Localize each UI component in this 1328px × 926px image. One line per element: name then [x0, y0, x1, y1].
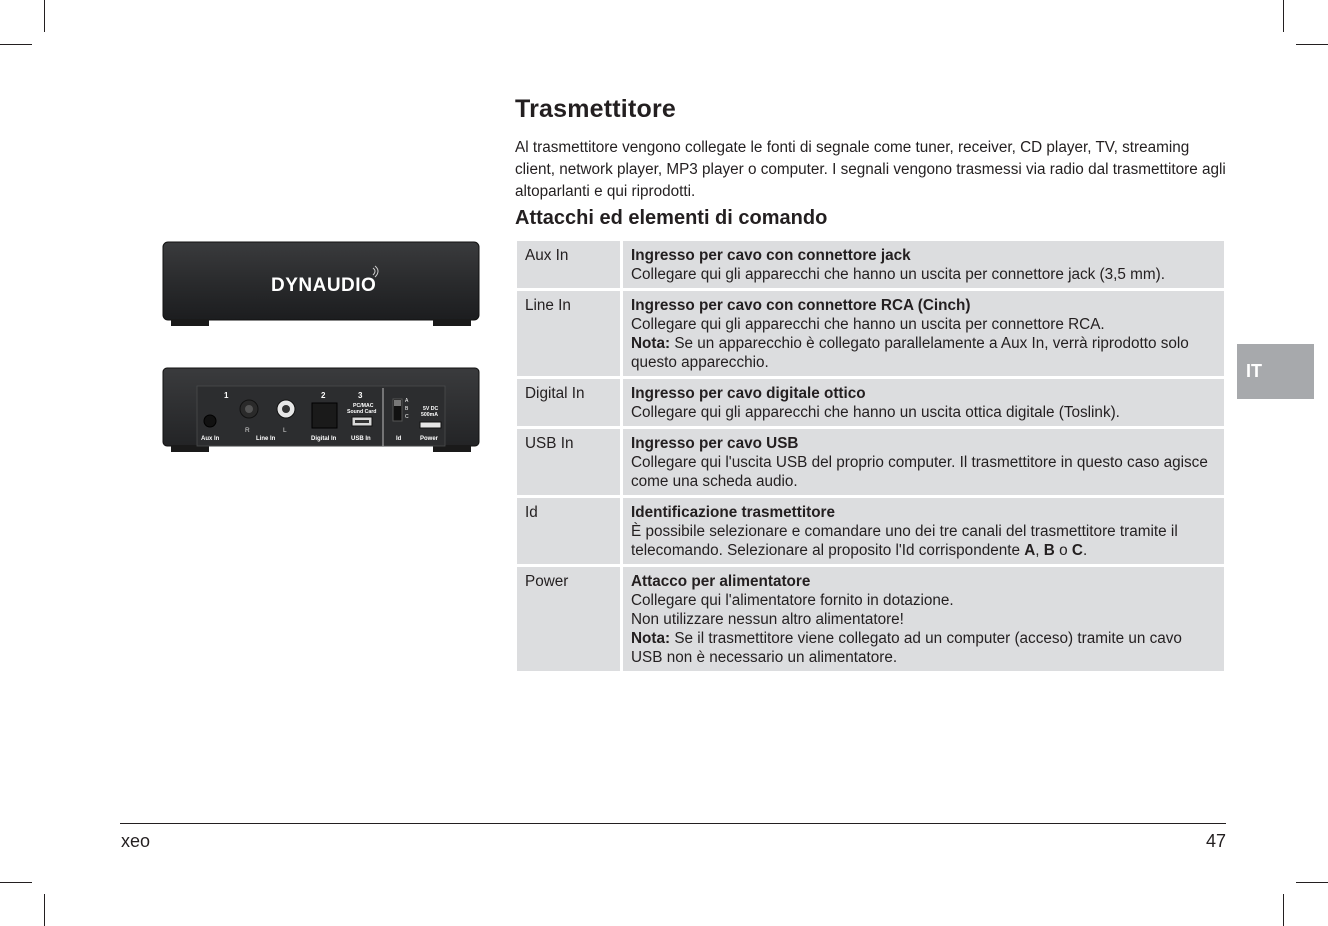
- row-text: Collegare qui gli apparecchi che hanno un uscita ottica digitale (Toslink).: [631, 404, 1120, 421]
- table-row: [517, 379, 1224, 429]
- row-description: [623, 567, 1224, 674]
- crop-mark: [0, 44, 32, 45]
- note-label: Nota:: [631, 630, 671, 647]
- row-name: Line In: [517, 291, 623, 379]
- power-caption-1: 5V DC: [423, 406, 439, 412]
- crop-mark: [1283, 0, 1284, 32]
- crop-mark: [44, 0, 45, 32]
- table-row: [517, 567, 1224, 674]
- row-heading: Attacco per alimentatore: [631, 573, 811, 590]
- separator-text: o: [1054, 542, 1072, 559]
- note-label: Nota:: [631, 335, 671, 352]
- port-label-usb-in: USB In: [351, 436, 371, 442]
- usb-caption-2: Sound Card: [347, 409, 377, 415]
- connections-table: [517, 241, 1224, 674]
- row-name: USB In: [517, 429, 623, 498]
- row-heading: Ingresso per cavo digitale ottico: [631, 385, 866, 402]
- row-description: [623, 429, 1224, 498]
- table-row: [517, 429, 1224, 498]
- intro-paragraph: Al trasmettitore vengono collegate le fonti di segnale come tuner, receiver, CD player, TV, streaming client, network player, MP3 player o computer. I segnali vengono trasmessi via radio dal trasmettitore agli altoparlanti e qui riprodotti.: [515, 139, 1226, 200]
- port-number-1: 1: [224, 391, 229, 400]
- port-number-3: 3: [358, 391, 363, 400]
- id-letter-a: A: [405, 398, 409, 404]
- crop-mark: [1296, 882, 1328, 883]
- separator-text: ,: [1035, 542, 1044, 559]
- row-heading: Ingresso per cavo con connettore jack: [631, 247, 911, 264]
- port-label-power: Power: [420, 436, 439, 442]
- port-label-line-in: Line In: [256, 436, 276, 442]
- row-description: [623, 379, 1224, 429]
- page-number: 47: [1205, 831, 1226, 851]
- crop-mark: [1296, 44, 1328, 45]
- table-row: [517, 241, 1224, 291]
- row-heading: Ingresso per cavo con connettore RCA (Cinch): [631, 297, 971, 314]
- row-description: [623, 291, 1224, 379]
- table-row: [517, 291, 1224, 379]
- port-label-id: Id: [396, 436, 402, 442]
- rca-right-center: [245, 405, 253, 413]
- row-name: Aux In: [517, 241, 623, 291]
- id-option-a: A: [1024, 542, 1036, 559]
- rca-left-center: [282, 405, 290, 413]
- row-note: [631, 629, 1216, 667]
- row-name: Power: [517, 567, 623, 674]
- language-tab: IT: [1237, 344, 1314, 399]
- port-number-2: 2: [321, 391, 326, 400]
- crop-mark: [0, 882, 32, 883]
- row-text: Collegare qui l'alimentatore fornito in dotazione.: [631, 592, 954, 609]
- row-name: Digital In: [517, 379, 623, 429]
- rca-r-label: R: [245, 427, 250, 434]
- row-text: Collegare qui gli apparecchi che hanno un uscita per connettore RCA.: [631, 316, 1105, 333]
- id-option-c: C: [1071, 542, 1083, 559]
- table-row: [517, 498, 1224, 567]
- footer-rule: [120, 823, 1226, 824]
- footer-brand: xeo: [121, 831, 151, 851]
- usb-caption-1: PC/MAC: [353, 403, 374, 409]
- row-description: [623, 498, 1224, 567]
- id-letter-b: B: [405, 406, 409, 412]
- row-text: Collegare qui gli apparecchi che hanno un uscita per connettore jack (3,5 mm).: [631, 266, 1165, 283]
- crop-mark: [1283, 894, 1284, 926]
- id-switch-knob: [394, 400, 401, 406]
- aux-in-jack: [204, 415, 216, 427]
- row-text-main: È possibile selezionare e comandare uno dei tre canali del trasmettitore tramite il telecomando. Selezionare al proposito l'Id corrispondente: [631, 523, 1178, 559]
- note-text: Se il trasmettitore viene collegato ad un computer (acceso) tramite un cavo USB non è necessario un alimentatore.: [631, 630, 1182, 666]
- port-label-digital-in: Digital In: [311, 436, 337, 442]
- row-heading: Ingresso per cavo USB: [631, 435, 799, 452]
- transmitter-front-illustration: [161, 240, 481, 330]
- power-caption-2: 500mA: [421, 412, 439, 418]
- transmitter-back-illustration: [161, 366, 481, 456]
- row-note: [631, 334, 1216, 372]
- row-name: Id: [517, 498, 623, 567]
- row-heading: Identificazione trasmettitore: [631, 504, 835, 521]
- usb-port-inner: [355, 420, 369, 423]
- row-text: Non utilizzare nessun altro alimentatore!: [631, 611, 904, 628]
- page-title: Trasmettitore: [515, 95, 676, 123]
- power-port: [420, 422, 441, 428]
- row-text: [631, 522, 1216, 560]
- dynaudio-logo: DYNAUDIO: [271, 275, 377, 296]
- crop-mark: [44, 894, 45, 926]
- row-description: [623, 241, 1224, 291]
- end-punct: .: [1082, 542, 1088, 559]
- id-letter-c: C: [405, 414, 409, 420]
- optical-port: [312, 403, 337, 428]
- port-label-aux-in: Aux In: [201, 436, 220, 442]
- row-text: Collegare qui l'uscita USB del proprio computer. Il trasmettitore in questo caso agisce come una scheda audio.: [631, 454, 1208, 490]
- section-title: Attacchi ed elementi di comando: [515, 207, 828, 229]
- note-text: Se un apparecchio è collegato parallelamente a Aux In, verrà riprodotto solo questo apparecchio.: [631, 335, 1189, 371]
- rca-l-label: L: [283, 427, 287, 434]
- id-option-b: B: [1043, 542, 1055, 559]
